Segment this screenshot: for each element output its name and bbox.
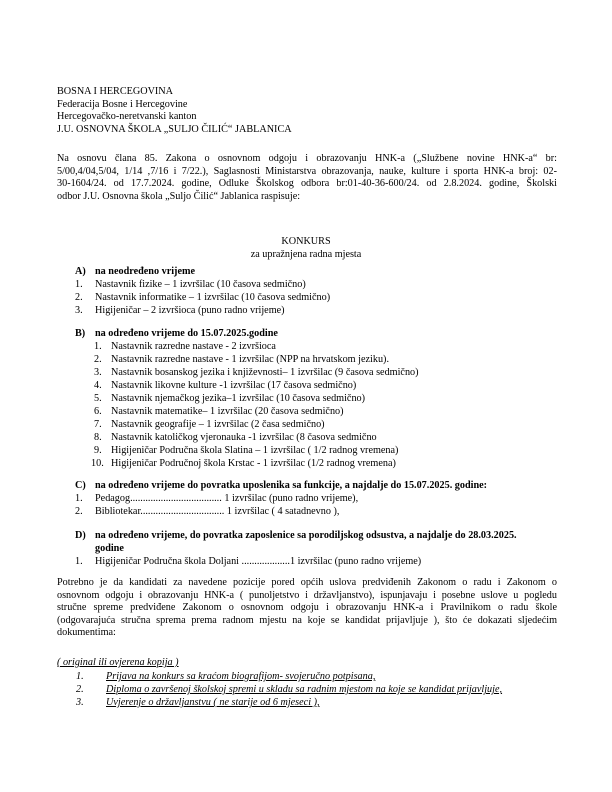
list-item: 6. Nastavnik matematike– 1 izvršilac (20 časova sedmično) [94, 406, 344, 417]
list-item: 5. Nastavnik njemačkog jezika–1 izvršilac (10 časova sedmično) [94, 393, 366, 404]
section-b-label: B) [75, 328, 86, 339]
list-item: 8. Nastavnik katoličkog vjeronauka -1 izvršilac (8 časova sedmično [94, 432, 377, 443]
document-item: 3. Uvjerenje o državljanstvu ( ne starije od 6 mjeseci ), [76, 697, 320, 708]
letterhead-federation: Federacija Bosne i Hercegovine [57, 98, 188, 110]
list-item: 9. Higijeničar Područna škola Slatina – 1 izvršilac ( 1/2 radnog vremena) [94, 445, 399, 456]
section-a-label: A) [75, 266, 86, 277]
document-item: 1. Prijava na konkurs sa kraćom biografijom- svojeručno potpisana, [76, 671, 376, 682]
requirements-paragraph [57, 577, 557, 640]
section-b-title: na određeno vrijeme do 15.07.2025.godine [95, 328, 278, 339]
list-item: 1. Higijeničar Područna škola Doljani ...................1 izvršilac (puno radno vrijeme) [75, 556, 422, 567]
letterhead-canton: Hercegovačko-neretvanski kanton [57, 111, 197, 123]
list-item: 7. Nastavnik geografije – 1 izvršilac (2 časa sedmično) [94, 419, 325, 430]
section-d-heading-cont: godine [95, 543, 124, 554]
list-item: 3. Nastavnik bosanskog jezika i književnosti– 1 izvršilac (9 časova sedmično) [94, 367, 419, 378]
list-item: 3. Higijeničar – 2 izvršioca (puno radno vrijeme) [75, 305, 285, 316]
intro-line: odbor J.U. Osnovna škola „Suljo Čilić“ Jablanica raspisuje: [57, 190, 301, 202]
intro-line: 5/00,4/04,5/04, 1/14 ,7/16 i 7/22.), Saglasnosti Ministarstva obrazovanja, nauke, kulture i sporta HNK-a broj: 02- [57, 165, 557, 177]
paragraph-line: (odgovarajuća stručna sprema prema radnom mjestu na koje se kandidat prijavljuje ), što će dokazati sljedećim [57, 614, 557, 626]
section-b-heading [75, 328, 278, 341]
document-subtitle: za upražnjena radna mjesta [250, 249, 362, 260]
intro-line: 30-1604/24. od 17.7.2024. godine, Odluke Školskog odbora br:01-40-36-600/24. od 2.8.2024. godine, Školski [57, 178, 557, 190]
section-d-label: D) [75, 530, 86, 541]
section-a-title: na neodređeno vrijeme [95, 266, 195, 277]
letterhead-country: BOSNA I HERCEGOVINA [57, 86, 174, 97]
paragraph-line: osnovnom odgoju i obrazovanju HNK-a ( punoljetstvo i državljanstvo), ispunjavaju i posebne uslove u pogledu [57, 589, 557, 601]
list-item: 2. Nastavnik razredne nastave - 1 izvršilac (NPP na hrvatskom jeziku). [94, 354, 389, 365]
documents-note: ( original ili ovjerena kopija ) [57, 657, 179, 668]
document-title: KONKURS [281, 236, 331, 247]
section-c-label: C) [75, 480, 86, 491]
paragraph-line: dokumentima: [57, 627, 116, 639]
intro-paragraph [57, 153, 557, 203]
list-item: 2. Nastavnik informatike – 1 izvršilac (10 časova sedmično) [75, 292, 331, 303]
paragraph-line: Potrebno je da kandidati za navedene pozicije pored općih uslova predviđenih Zakonom o radu i Zakonom o [57, 577, 557, 588]
letterhead-school: J.U. OSNOVNA ŠKOLA „SULJO ČILIĆ“ JABLANICA [57, 123, 292, 135]
document-item: 2. Diploma o završenoj školskoj spremi u skladu sa radnim mjestom na koje se kandidat prijavljuje, [76, 684, 503, 695]
list-item: 1. Nastavnik razredne nastave - 2 izvršioca [94, 341, 276, 352]
list-item: 2. Bibliotekar................................. 1 izvršilac ( 4 satadnevno ), [75, 506, 340, 517]
section-d-title: na određeno vrijeme, do povratka zaposlenice sa porodiljskog odsustva, a najdalje do 28.03.2025. [95, 530, 517, 541]
section-d-heading [75, 530, 517, 543]
section-a-heading [75, 266, 195, 279]
list-item: 4. Nastavnik likovne kulture -1 izvršilac (17 časova sedmično) [94, 380, 357, 391]
intro-line: Na osnovu člana 85. Zakona o osnovnom odgoju i obrazovanju HNK-a („Službene novine HNK-a“ br: [57, 153, 557, 164]
list-item: 1. Nastavnik fizike – 1 izvršilac (10 časova sedmično) [75, 279, 306, 290]
letterhead [57, 86, 292, 136]
paragraph-line: stručne spreme predviđene Zakonom o osnovnom odgoju i obrazovanju HNK-a i Pravilnikom o radu škole [57, 602, 557, 614]
section-c-title: na određeno vrijeme do povratka uposlenika sa funkcije, a najdalje do 15.07.2025. godine: [95, 480, 488, 491]
list-item: 1. Pedagog.................................... 1 izvršilac (puno radno vrijeme), [75, 493, 359, 504]
list-item: 10. Higijeničar Područnoj škola Krstac - 1 izvršilac (1/2 radnog vremena) [91, 458, 396, 469]
section-c-heading [75, 480, 487, 493]
